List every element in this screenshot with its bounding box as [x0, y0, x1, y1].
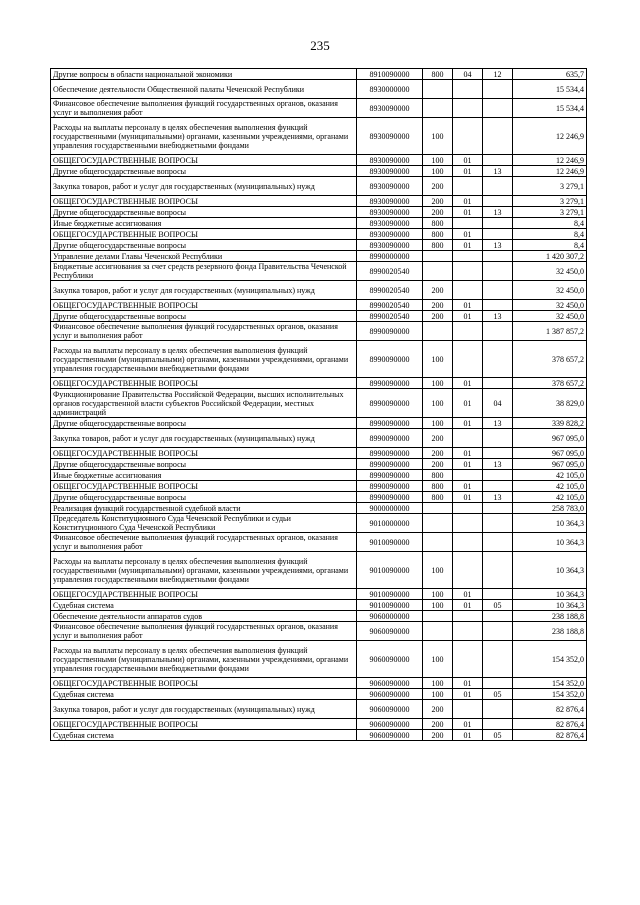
- row-amount-cell: 258 783,0: [513, 503, 587, 514]
- row-amount-cell: 42 105,0: [513, 470, 587, 481]
- row-code-cell: 9010090000: [357, 533, 423, 552]
- row-code-cell: 8990090000: [357, 341, 423, 378]
- budget-table: [50, 68, 587, 741]
- row-amount-cell: 154 352,0: [513, 678, 587, 689]
- row-rz-cell: 01: [453, 311, 483, 322]
- row-code-cell: 8990090000: [357, 481, 423, 492]
- row-name-cell: ОБЩЕГОСУДАРСТВЕННЫЕ ВОПРОСЫ: [51, 155, 357, 166]
- row-code-cell: 8930090000: [357, 218, 423, 229]
- row-name-cell: Другие общегосударственные вопросы: [51, 418, 357, 429]
- row-code-cell: 8990090000: [357, 378, 423, 389]
- row-amount-cell: 12 246,9: [513, 118, 587, 155]
- row-pr-cell: [483, 678, 513, 689]
- row-vr-cell: 100: [423, 678, 453, 689]
- row-vr-cell: [423, 262, 453, 281]
- row-rz-cell: 01: [453, 229, 483, 240]
- row-amount-cell: 12 246,9: [513, 166, 587, 177]
- row-pr-cell: [483, 611, 513, 622]
- row-name-cell: Другие общегосударственные вопросы: [51, 240, 357, 251]
- row-vr-cell: 100: [423, 155, 453, 166]
- row-code-cell: 9060090000: [357, 730, 423, 741]
- row-vr-cell: [423, 514, 453, 533]
- table-row: [51, 600, 587, 611]
- row-code-cell: 9060090000: [357, 678, 423, 689]
- row-rz-cell: 01: [453, 589, 483, 600]
- row-amount-cell: 339 828,2: [513, 418, 587, 429]
- table-row: [51, 196, 587, 207]
- row-vr-cell: 100: [423, 641, 453, 678]
- row-name-cell: ОБЩЕГОСУДАРСТВЕННЫЕ ВОПРОСЫ: [51, 719, 357, 730]
- row-rz-cell: [453, 118, 483, 155]
- row-rz-cell: [453, 503, 483, 514]
- row-code-cell: 8930090000: [357, 99, 423, 118]
- row-rz-cell: [453, 552, 483, 589]
- row-pr-cell: [483, 719, 513, 730]
- row-amount-cell: 32 450,0: [513, 281, 587, 300]
- row-amount-cell: 38 829,0: [513, 389, 587, 418]
- row-pr-cell: 13: [483, 459, 513, 470]
- row-rz-cell: [453, 700, 483, 719]
- table-row: [51, 99, 587, 118]
- table-row: [51, 552, 587, 589]
- row-amount-cell: 1 420 307,2: [513, 251, 587, 262]
- table-row: [51, 514, 587, 533]
- row-rz-cell: [453, 99, 483, 118]
- table-row: [51, 166, 587, 177]
- row-amount-cell: 8,4: [513, 240, 587, 251]
- row-name-cell: Другие общегосударственные вопросы: [51, 207, 357, 218]
- row-vr-cell: 200: [423, 196, 453, 207]
- row-amount-cell: 154 352,0: [513, 689, 587, 700]
- row-code-cell: 8910090000: [357, 69, 423, 80]
- row-code-cell: 8990090000: [357, 448, 423, 459]
- row-pr-cell: [483, 300, 513, 311]
- row-code-cell: 8930090000: [357, 155, 423, 166]
- row-amount-cell: 1 387 857,2: [513, 322, 587, 341]
- row-name-cell: Закупка товаров, работ и услуг для государственных (муниципальных) нужд: [51, 429, 357, 448]
- row-amount-cell: 378 657,2: [513, 378, 587, 389]
- row-vr-cell: 200: [423, 700, 453, 719]
- row-rz-cell: 01: [453, 300, 483, 311]
- row-vr-cell: 100: [423, 600, 453, 611]
- table-row: [51, 481, 587, 492]
- row-amount-cell: 967 095,0: [513, 448, 587, 459]
- row-amount-cell: 8,4: [513, 218, 587, 229]
- budget-table-body: [51, 69, 587, 741]
- row-vr-cell: 200: [423, 177, 453, 196]
- row-vr-cell: [423, 533, 453, 552]
- row-vr-cell: 800: [423, 218, 453, 229]
- row-amount-cell: 378 657,2: [513, 341, 587, 378]
- row-amount-cell: 42 105,0: [513, 492, 587, 503]
- row-amount-cell: 10 364,3: [513, 533, 587, 552]
- table-row: [51, 240, 587, 251]
- row-code-cell: 8930090000: [357, 229, 423, 240]
- row-code-cell: 9060090000: [357, 719, 423, 730]
- row-code-cell: 8990020540: [357, 300, 423, 311]
- row-code-cell: 8930000000: [357, 80, 423, 99]
- row-rz-cell: [453, 80, 483, 99]
- row-amount-cell: 10 364,3: [513, 552, 587, 589]
- row-rz-cell: [453, 177, 483, 196]
- row-pr-cell: [483, 481, 513, 492]
- row-code-cell: 8930090000: [357, 207, 423, 218]
- row-rz-cell: 01: [453, 459, 483, 470]
- row-rz-cell: 01: [453, 196, 483, 207]
- row-rz-cell: [453, 281, 483, 300]
- row-name-cell: Финансовое обеспечение выполнения функций государственных органов, оказания услуг и выполнения работ: [51, 99, 357, 118]
- row-code-cell: 8990090000: [357, 322, 423, 341]
- row-amount-cell: 10 364,3: [513, 589, 587, 600]
- row-pr-cell: 13: [483, 240, 513, 251]
- row-name-cell: ОБЩЕГОСУДАРСТВЕННЫЕ ВОПРОСЫ: [51, 378, 357, 389]
- row-name-cell: Финансовое обеспечение выполнения функций государственных органов, оказания услуг и выполнения работ: [51, 322, 357, 341]
- row-pr-cell: [483, 622, 513, 641]
- table-row: [51, 378, 587, 389]
- row-pr-cell: 05: [483, 730, 513, 741]
- row-code-cell: 8990090000: [357, 492, 423, 503]
- row-pr-cell: [483, 155, 513, 166]
- row-code-cell: 9010090000: [357, 600, 423, 611]
- row-pr-cell: 05: [483, 689, 513, 700]
- page-number: 235: [310, 38, 330, 53]
- row-pr-cell: [483, 229, 513, 240]
- row-name-cell: ОБЩЕГОСУДАРСТВЕННЫЕ ВОПРОСЫ: [51, 300, 357, 311]
- table-row: [51, 589, 587, 600]
- row-code-cell: 9060090000: [357, 622, 423, 641]
- row-code-cell: 9010090000: [357, 552, 423, 589]
- row-rz-cell: 01: [453, 689, 483, 700]
- row-amount-cell: 32 450,0: [513, 311, 587, 322]
- table-row: [51, 492, 587, 503]
- table-row: [51, 311, 587, 322]
- row-name-cell: Управление делами Главы Чеченской Республики: [51, 251, 357, 262]
- row-rz-cell: 01: [453, 418, 483, 429]
- row-rz-cell: 01: [453, 166, 483, 177]
- row-vr-cell: 200: [423, 448, 453, 459]
- row-name-cell: ОБЩЕГОСУДАРСТВЕННЫЕ ВОПРОСЫ: [51, 589, 357, 600]
- row-name-cell: ОБЩЕГОСУДАРСТВЕННЫЕ ВОПРОСЫ: [51, 481, 357, 492]
- row-vr-cell: [423, 80, 453, 99]
- table-row: [51, 503, 587, 514]
- row-amount-cell: 12 246,9: [513, 155, 587, 166]
- row-rz-cell: 01: [453, 207, 483, 218]
- row-code-cell: 8930090000: [357, 177, 423, 196]
- row-name-cell: Другие общегосударственные вопросы: [51, 166, 357, 177]
- row-amount-cell: 238 188,8: [513, 622, 587, 641]
- row-pr-cell: [483, 589, 513, 600]
- row-name-cell: Председатель Конституционного Суда Чеченской Республики и судьи Конституционного Суда Чеченской Республики: [51, 514, 357, 533]
- table-row: [51, 448, 587, 459]
- table-row: [51, 341, 587, 378]
- row-name-cell: Закупка товаров, работ и услуг для государственных (муниципальных) нужд: [51, 177, 357, 196]
- table-row: [51, 719, 587, 730]
- row-name-cell: Бюджетные ассигнования за счет средств резервного фонда Правительства Чеченской Республики: [51, 262, 357, 281]
- row-rz-cell: 01: [453, 730, 483, 741]
- row-pr-cell: [483, 251, 513, 262]
- row-pr-cell: [483, 218, 513, 229]
- row-pr-cell: [483, 378, 513, 389]
- row-vr-cell: 200: [423, 730, 453, 741]
- row-name-cell: Иные бюджетные ассигнования: [51, 470, 357, 481]
- table-row: [51, 611, 587, 622]
- row-rz-cell: 04: [453, 69, 483, 80]
- row-vr-cell: 800: [423, 470, 453, 481]
- row-rz-cell: [453, 641, 483, 678]
- row-vr-cell: 100: [423, 418, 453, 429]
- table-row: [51, 689, 587, 700]
- row-vr-cell: [423, 99, 453, 118]
- row-vr-cell: 800: [423, 481, 453, 492]
- row-rz-cell: [453, 611, 483, 622]
- row-rz-cell: [453, 251, 483, 262]
- table-row: [51, 262, 587, 281]
- row-amount-cell: 42 105,0: [513, 481, 587, 492]
- row-name-cell: Другие общегосударственные вопросы: [51, 492, 357, 503]
- row-name-cell: Судебная система: [51, 730, 357, 741]
- row-code-cell: 9060090000: [357, 641, 423, 678]
- row-amount-cell: 3 279,1: [513, 177, 587, 196]
- row-vr-cell: 200: [423, 207, 453, 218]
- row-code-cell: 9060090000: [357, 700, 423, 719]
- row-rz-cell: [453, 341, 483, 378]
- row-rz-cell: 01: [453, 389, 483, 418]
- table-row: [51, 118, 587, 155]
- row-vr-cell: 100: [423, 689, 453, 700]
- row-vr-cell: 200: [423, 459, 453, 470]
- row-vr-cell: 200: [423, 300, 453, 311]
- row-pr-cell: [483, 262, 513, 281]
- table-row: [51, 418, 587, 429]
- row-vr-cell: 200: [423, 429, 453, 448]
- row-amount-cell: 32 450,0: [513, 262, 587, 281]
- row-code-cell: 9010090000: [357, 589, 423, 600]
- row-rz-cell: 01: [453, 492, 483, 503]
- row-name-cell: Другие общегосударственные вопросы: [51, 311, 357, 322]
- row-code-cell: 8990090000: [357, 459, 423, 470]
- row-name-cell: Обеспечение деятельности Общественной палаты Чеченской Республики: [51, 80, 357, 99]
- row-pr-cell: [483, 99, 513, 118]
- row-name-cell: Другие вопросы в области национальной экономики: [51, 69, 357, 80]
- row-vr-cell: 100: [423, 118, 453, 155]
- row-rz-cell: 01: [453, 240, 483, 251]
- row-vr-cell: 200: [423, 311, 453, 322]
- row-amount-cell: 238 188,8: [513, 611, 587, 622]
- row-rz-cell: [453, 322, 483, 341]
- row-name-cell: Закупка товаров, работ и услуг для государственных (муниципальных) нужд: [51, 700, 357, 719]
- row-rz-cell: [453, 622, 483, 641]
- row-code-cell: 8930090000: [357, 196, 423, 207]
- row-name-cell: ОБЩЕГОСУДАРСТВЕННЫЕ ВОПРОСЫ: [51, 196, 357, 207]
- row-code-cell: 8930090000: [357, 118, 423, 155]
- row-pr-cell: [483, 448, 513, 459]
- row-code-cell: 8990020540: [357, 281, 423, 300]
- table-row: [51, 678, 587, 689]
- row-pr-cell: 13: [483, 311, 513, 322]
- row-name-cell: Расходы на выплаты персоналу в целях обеспечения выполнения функций государственными (муниципальными) органами, казенными учреждениями, органами управления государственными внебюджетными фондами: [51, 552, 357, 589]
- row-pr-cell: [483, 470, 513, 481]
- table-row: [51, 69, 587, 80]
- row-vr-cell: [423, 622, 453, 641]
- row-pr-cell: [483, 196, 513, 207]
- row-code-cell: 9060090000: [357, 689, 423, 700]
- row-code-cell: 8990020540: [357, 262, 423, 281]
- row-amount-cell: 10 364,3: [513, 514, 587, 533]
- table-row: [51, 80, 587, 99]
- row-name-cell: Обеспечение деятельности аппаратов судов: [51, 611, 357, 622]
- table-row: [51, 459, 587, 470]
- row-pr-cell: 13: [483, 207, 513, 218]
- row-amount-cell: 32 450,0: [513, 300, 587, 311]
- table-row: [51, 730, 587, 741]
- table-row: [51, 229, 587, 240]
- row-pr-cell: [483, 177, 513, 196]
- row-pr-cell: 12: [483, 69, 513, 80]
- row-rz-cell: [453, 514, 483, 533]
- row-code-cell: 9000000000: [357, 503, 423, 514]
- table-row: [51, 207, 587, 218]
- table-row: [51, 641, 587, 678]
- row-rz-cell: 01: [453, 678, 483, 689]
- row-vr-cell: 800: [423, 69, 453, 80]
- row-amount-cell: 967 095,0: [513, 429, 587, 448]
- row-amount-cell: 154 352,0: [513, 641, 587, 678]
- row-rz-cell: [453, 218, 483, 229]
- row-pr-cell: 05: [483, 600, 513, 611]
- table-row: [51, 300, 587, 311]
- row-vr-cell: [423, 611, 453, 622]
- row-amount-cell: 3 279,1: [513, 207, 587, 218]
- row-pr-cell: [483, 533, 513, 552]
- row-name-cell: Финансовое обеспечение выполнения функций государственных органов, оказания услуг и выполнения работ: [51, 622, 357, 641]
- row-vr-cell: 100: [423, 166, 453, 177]
- table-row: [51, 251, 587, 262]
- table-row: [51, 177, 587, 196]
- row-name-cell: Другие общегосударственные вопросы: [51, 459, 357, 470]
- row-pr-cell: [483, 118, 513, 155]
- row-pr-cell: [483, 80, 513, 99]
- row-rz-cell: 01: [453, 600, 483, 611]
- row-pr-cell: [483, 503, 513, 514]
- row-vr-cell: 800: [423, 240, 453, 251]
- row-amount-cell: 10 364,3: [513, 600, 587, 611]
- row-pr-cell: 04: [483, 389, 513, 418]
- table-row: [51, 700, 587, 719]
- row-pr-cell: [483, 514, 513, 533]
- row-pr-cell: [483, 281, 513, 300]
- row-vr-cell: 100: [423, 341, 453, 378]
- row-vr-cell: 100: [423, 589, 453, 600]
- row-amount-cell: 967 095,0: [513, 459, 587, 470]
- table-row: [51, 429, 587, 448]
- row-code-cell: 9060000000: [357, 611, 423, 622]
- row-rz-cell: [453, 262, 483, 281]
- row-amount-cell: 635,7: [513, 69, 587, 80]
- row-name-cell: ОБЩЕГОСУДАРСТВЕННЫЕ ВОПРОСЫ: [51, 678, 357, 689]
- row-rz-cell: 01: [453, 378, 483, 389]
- row-vr-cell: 100: [423, 552, 453, 589]
- row-name-cell: Функционирование Правительства Российской Федерации, высших исполнительных органов государственной власти субъектов Российской Федерации, местных администраций: [51, 389, 357, 418]
- table-row: [51, 389, 587, 418]
- row-rz-cell: [453, 470, 483, 481]
- row-code-cell: 8990090000: [357, 418, 423, 429]
- row-pr-cell: [483, 700, 513, 719]
- table-row: [51, 533, 587, 552]
- row-name-cell: Расходы на выплаты персоналу в целях обеспечения выполнения функций государственными (муниципальными) органами, казенными учреждениями, органами управления государственными внебюджетными фондами: [51, 641, 357, 678]
- row-code-cell: 8990020540: [357, 311, 423, 322]
- row-rz-cell: 01: [453, 155, 483, 166]
- row-pr-cell: [483, 641, 513, 678]
- row-name-cell: Реализация функций государственной судебной власти: [51, 503, 357, 514]
- row-amount-cell: 8,4: [513, 229, 587, 240]
- row-rz-cell: 01: [453, 719, 483, 730]
- row-vr-cell: [423, 322, 453, 341]
- row-name-cell: Судебная система: [51, 689, 357, 700]
- row-name-cell: Иные бюджетные ассигнования: [51, 218, 357, 229]
- row-name-cell: Расходы на выплаты персоналу в целях обеспечения выполнения функций государственными (муниципальными) органами, казенными учреждениями, органами управления государственными внебюджетными фондами: [51, 118, 357, 155]
- row-vr-cell: [423, 251, 453, 262]
- row-code-cell: 9010000000: [357, 514, 423, 533]
- row-code-cell: 8990090000: [357, 470, 423, 481]
- row-code-cell: 8930090000: [357, 240, 423, 251]
- table-row: [51, 218, 587, 229]
- row-rz-cell: 01: [453, 481, 483, 492]
- row-pr-cell: [483, 429, 513, 448]
- row-rz-cell: [453, 429, 483, 448]
- row-amount-cell: 15 534,4: [513, 80, 587, 99]
- row-code-cell: 8990090000: [357, 389, 423, 418]
- row-amount-cell: 82 876,4: [513, 730, 587, 741]
- row-name-cell: Расходы на выплаты персоналу в целях обеспечения выполнения функций государственными (муниципальными) органами, казенными учреждениями, органами управления государственными внебюджетными фондами: [51, 341, 357, 378]
- row-pr-cell: [483, 322, 513, 341]
- table-row: [51, 470, 587, 481]
- table-row: [51, 155, 587, 166]
- row-amount-cell: 82 876,4: [513, 700, 587, 719]
- table-row: [51, 322, 587, 341]
- row-name-cell: Финансовое обеспечение выполнения функций государственных органов, оказания услуг и выполнения работ: [51, 533, 357, 552]
- row-amount-cell: 15 534,4: [513, 99, 587, 118]
- row-vr-cell: 800: [423, 492, 453, 503]
- row-pr-cell: 13: [483, 418, 513, 429]
- row-amount-cell: 82 876,4: [513, 719, 587, 730]
- row-name-cell: ОБЩЕГОСУДАРСТВЕННЫЕ ВОПРОСЫ: [51, 448, 357, 459]
- row-vr-cell: 100: [423, 378, 453, 389]
- row-name-cell: ОБЩЕГОСУДАРСТВЕННЫЕ ВОПРОСЫ: [51, 229, 357, 240]
- row-pr-cell: 13: [483, 166, 513, 177]
- row-vr-cell: [423, 503, 453, 514]
- row-pr-cell: [483, 341, 513, 378]
- row-rz-cell: [453, 533, 483, 552]
- row-code-cell: 8930090000: [357, 166, 423, 177]
- row-name-cell: Судебная система: [51, 600, 357, 611]
- row-vr-cell: 200: [423, 719, 453, 730]
- row-code-cell: 8990090000: [357, 429, 423, 448]
- row-name-cell: Закупка товаров, работ и услуг для государственных (муниципальных) нужд: [51, 281, 357, 300]
- row-pr-cell: [483, 552, 513, 589]
- row-rz-cell: 01: [453, 448, 483, 459]
- table-row: [51, 622, 587, 641]
- row-vr-cell: 100: [423, 389, 453, 418]
- row-code-cell: 8990000000: [357, 251, 423, 262]
- row-pr-cell: 13: [483, 492, 513, 503]
- table-row: [51, 281, 587, 300]
- row-vr-cell: 800: [423, 229, 453, 240]
- row-amount-cell: 3 279,1: [513, 196, 587, 207]
- row-vr-cell: 200: [423, 281, 453, 300]
